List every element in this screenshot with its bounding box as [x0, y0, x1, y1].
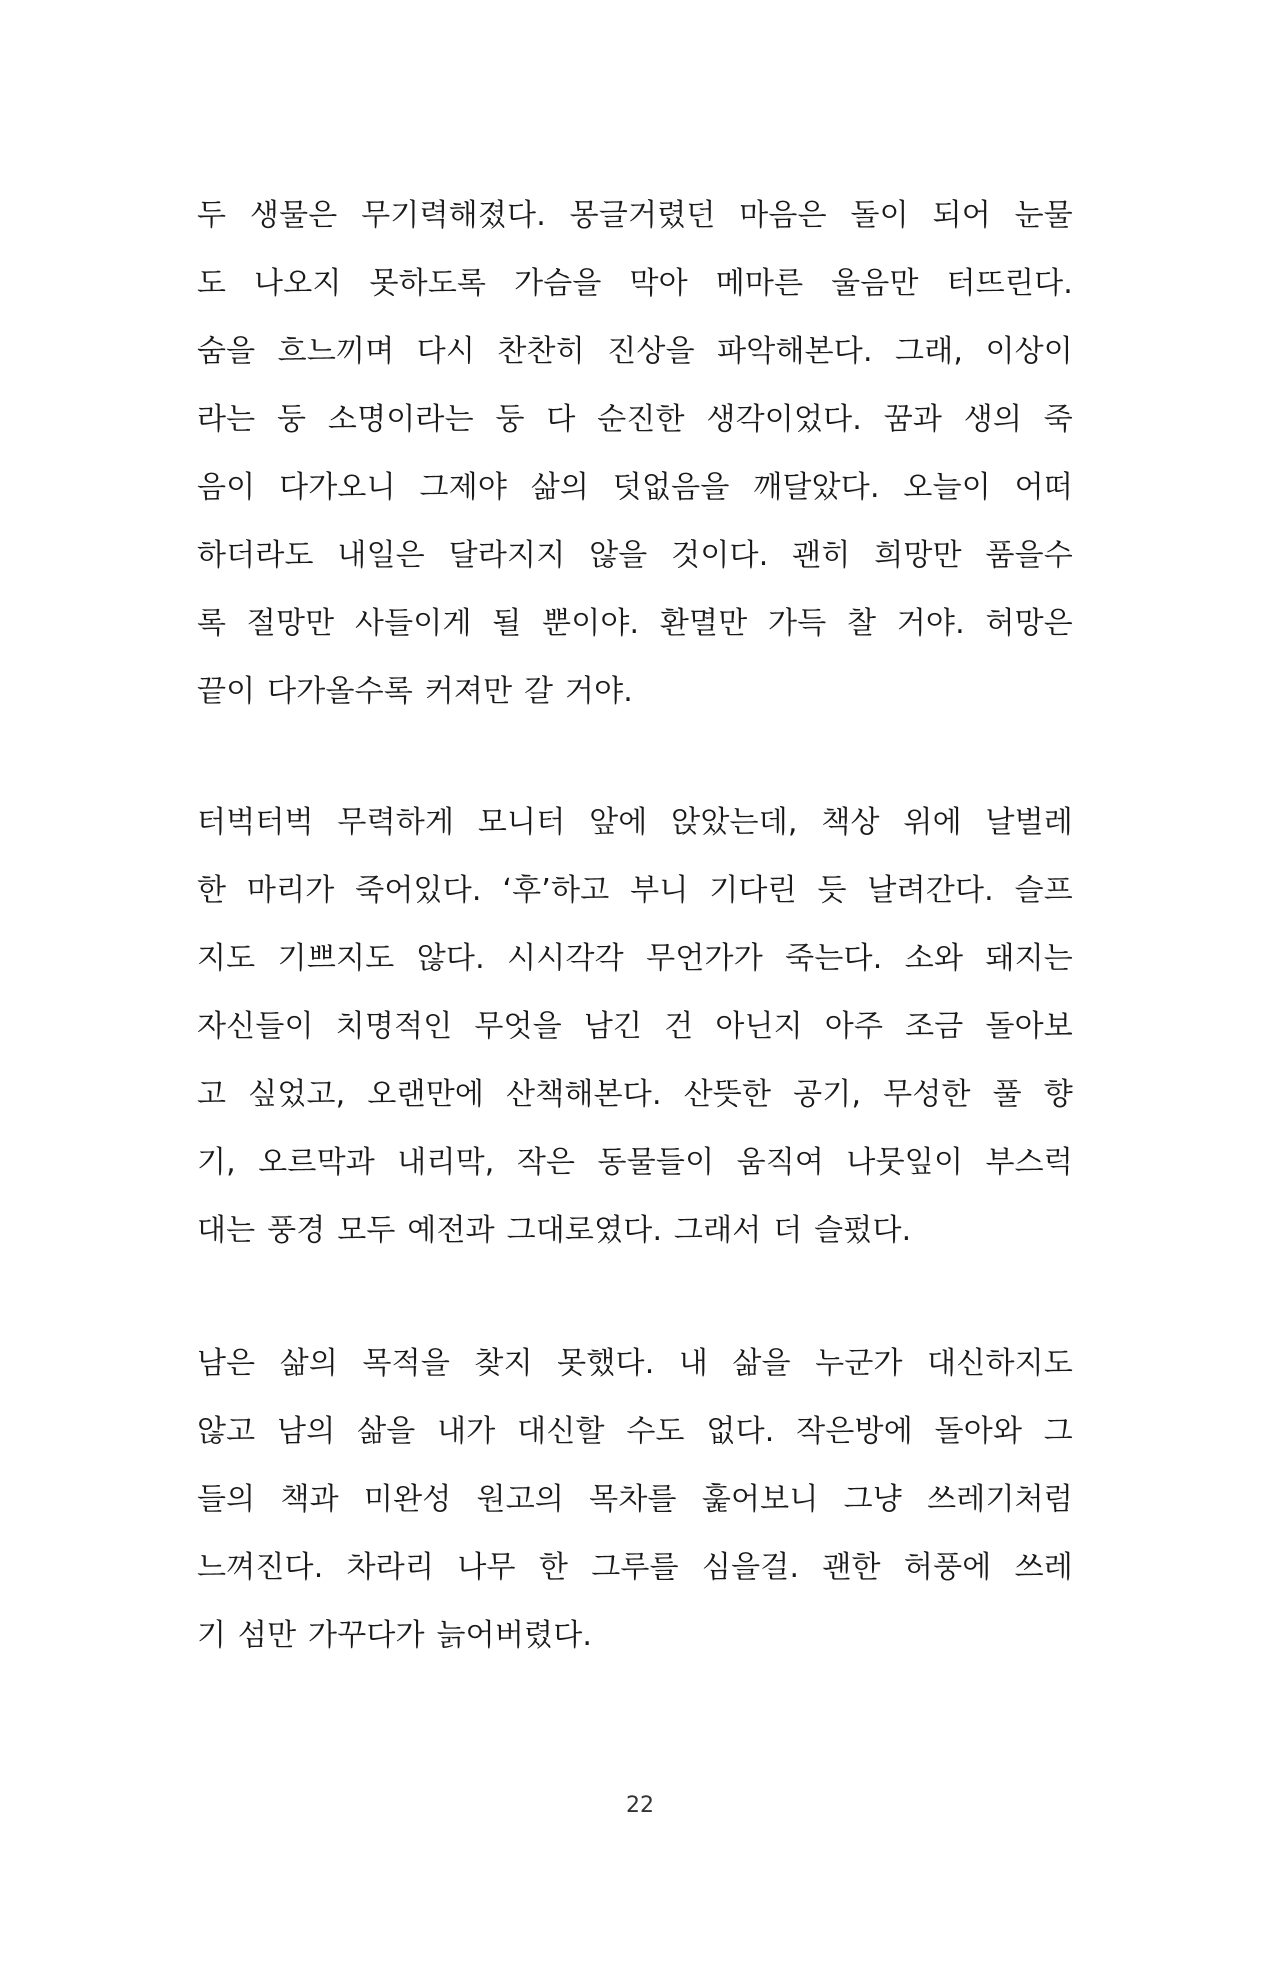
text-line: 한 마리가 죽어있다. ‘후’하고 부니 기다린 듯 날려간다. 슬프: [197, 873, 1073, 908]
text-line: 자신들이 치명적인 무엇을 남긴 건 아닌지 아주 조금 돌아보: [197, 1009, 1073, 1044]
text-line: 도 나오지 못하도록 가슴을 막아 메마른 울음만 터뜨린다.: [197, 266, 1073, 301]
text-line: 않고 남의 삶을 내가 대신할 수도 없다. 작은방에 돌아와 그: [197, 1414, 1073, 1449]
text-line: 남은 삶의 목적을 찾지 못했다. 내 삶을 누군가 대신하지도: [197, 1346, 1073, 1381]
text-line: 숨을 흐느끼며 다시 찬찬히 진상을 파악해본다. 그래, 이상이: [197, 334, 1073, 369]
page-number: 22: [626, 1793, 654, 1818]
text-line: 라는 둥 소명이라는 둥 다 순진한 생각이었다. 꿈과 생의 죽: [197, 402, 1073, 437]
text-line: 끝이 다가올수록 커져만 갈 거야.: [197, 674, 634, 709]
text-line: 두 생물은 무기력해졌다. 몽글거렸던 마음은 돌이 되어 눈물: [197, 198, 1073, 233]
text-line: 지도 기쁘지도 않다. 시시각각 무언가가 죽는다. 소와 돼지는: [197, 941, 1073, 976]
text-line: 들의 책과 미완성 원고의 목차를 훑어보니 그냥 쓰레기처럼: [197, 1482, 1073, 1517]
text-line: 록 절망만 사들이게 될 뿐이야. 환멸만 가득 찰 거야. 허망은: [197, 606, 1073, 641]
paragraph-1: [197, 182, 1073, 726]
paragraph-3: [197, 1330, 1073, 1670]
text-line: 대는 풍경 모두 예전과 그대로였다. 그래서 더 슬펐다.: [197, 1213, 912, 1248]
text-line: 터벅터벅 무력하게 모니터 앞에 앉았는데, 책상 위에 날벌레: [197, 805, 1073, 840]
text-line: 음이 다가오니 그제야 삶의 덧없음을 깨달았다. 오늘이 어떠: [197, 470, 1073, 505]
text-line: 고 싶었고, 오랜만에 산책해본다. 산뜻한 공기, 무성한 풀 향: [197, 1077, 1073, 1112]
text-line: 기 섬만 가꾸다가 늙어버렸다.: [197, 1618, 593, 1653]
text-line: 느껴진다. 차라리 나무 한 그루를 심을걸. 괜한 허풍에 쓰레: [197, 1550, 1073, 1585]
paragraph-2: [197, 789, 1073, 1265]
text-line: 기, 오르막과 내리막, 작은 동물들이 움직여 나뭇잎이 부스럭: [197, 1145, 1073, 1180]
text-line: 하더라도 내일은 달라지지 않을 것이다. 괜히 희망만 품을수: [197, 538, 1073, 573]
